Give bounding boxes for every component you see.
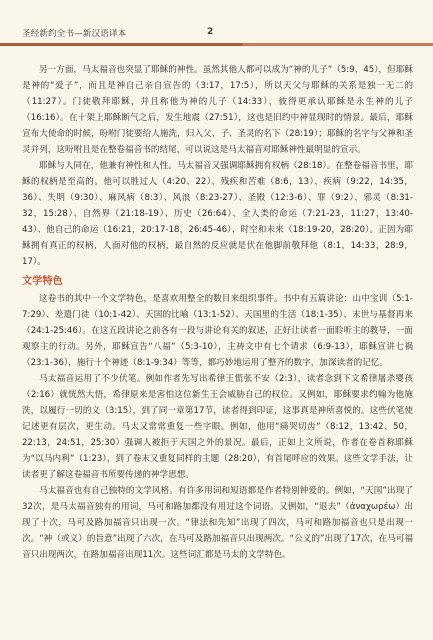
page-body: [22, 62, 413, 563]
paragraph-style: 马太福音也有自己独特的文学风格。有许多用词和短语都是作者特别钟爱的。例如，“天国”出现了32次，是马太福音独有的用词，马可和路加都没有用过这个词语。又例如，“退去”（ἀναχωρέω）出现了十次，马可及路加福音只出现一次。“律法和先知”出现了四次，马可和路加福音也只是出现一次。“神（或义）的旨意”出现了六次，在马可及路加福音只出现两次。“公义的”出现了17次，在马可福音只出现两次，在路加福音出现11次。这些词汇都是马太的文学特色。: [22, 486, 413, 560]
paragraph-divinity: 另一方面，马太福音也突显了耶稣的神性。虽然其他人都可以成为“神的儿子”（5:9、45），但耶稣是神的“爱子”，而且是神自己亲自宣告的（3:17，17:5），所以天父与耶稣的关系是独一无二的（11:27）。门徒敬拜耶稣，并且称他为神的儿子（14:33），彼得更承认耶稣是永生神的儿子（16:16）。在十架上耶稣断气之后，发生地震（27:51），这也是旧约中神显现时的情景。最后，耶稣宣布大使命的时候，吩咐门徒要给人施洗，归入父、子、圣灵的名下（28:19）；耶稣的名字与父神和圣灵并列，这吩咐且是在整卷福音书的结尾，可以说这是马太福音对耶稣神性最明显的宣示。: [22, 65, 413, 155]
paragraph-authority: 耶稣与人同在，他兼有神性和人性。马太福音又强调耶稣拥有权柄（28:18）。在整卷福音书里，耶稣的权柄是至高的。他可以胜过人（4:20、22）、残疾和苦难（8:6，13）、疾病（9:22，14:35，36）、失明（9:30）、麻风病（8:3）、风浪（8:23-27）、圣殿（12:3-6）、罪（9:2）、邪灵（8:31-32，15:28）、自然界（21:18-19）、历史（26:64）、全人类的命运（7:21-23，11:27，13:40-43）、他自己的命运（16:21，20:17-18，26:45-46）、时空和未来（18:19-20，28:20）。正因为耶稣拥有真正的权柄，人面对他的权柄，最自然的反应就是伏在他脚前敬拜他（8:1，14:33，28:9，17）。: [22, 161, 413, 267]
paragraph-numbers: 这卷书的其中一个文学特色，是喜欢用整全的数目来组织事件。书中有五篇讲论：山中宝训（5:1-7:29）、差遣门徒（10:1-42）、天国的比喻（13:1-52）、天国里的生活（18:1-35）、末世与基督再来（24:1-25:46）。在这五段讲论之前各有一段与讲论有关的叙述，正好让读者一面聆听主的教导，一面观察主的行动。另外，耶稣宣告“八福”（5:3-10），主祷文中有七个请求（6:9-13），耶稣宣讲七祸（23:1-36），施行十个神迹（8:1-9:34）等等，都巧妙地运用了整齐的数字，加深读者的记忆。: [22, 294, 413, 368]
section-heading: 文学特色: [22, 276, 63, 287]
header-rule: [0, 43, 433, 46]
page-number: 2: [207, 27, 214, 37]
book-title: 圣经新约全书—新汉语译本: [22, 29, 127, 39]
page-header: [0, 0, 433, 52]
paragraph-foreshadowing: 马太福音运用了不少伏笔。例如作者先写出希律王慌张不安（2:3），读者念到下文希律屠杀婴孩（2:16）就恍然大悟，希律原来是害怕这位新生王会威胁自己的权位。又例如，耶稣要求约翰为他施洗，以履行一切的义（3:15），到了同一章第17节，读者得到印证，这事真是神所喜悦的。这些伏笔使记述更有层次，更生动。马太又常常重复一些字眼。例如，他用“痛哭切齿”（8:12，13:42、50，22:13，24:51，25:30）强调人被拒于天国之外的景况。最后，正如上文所说，作者在卷首称耶稣为“以马内利”（1:23），到了卷末又重复同样的主题（28:20），有首尾呼应的效果。这些文学手法，让读者更了解这卷福音书所要传递的神学思想。: [22, 374, 413, 480]
